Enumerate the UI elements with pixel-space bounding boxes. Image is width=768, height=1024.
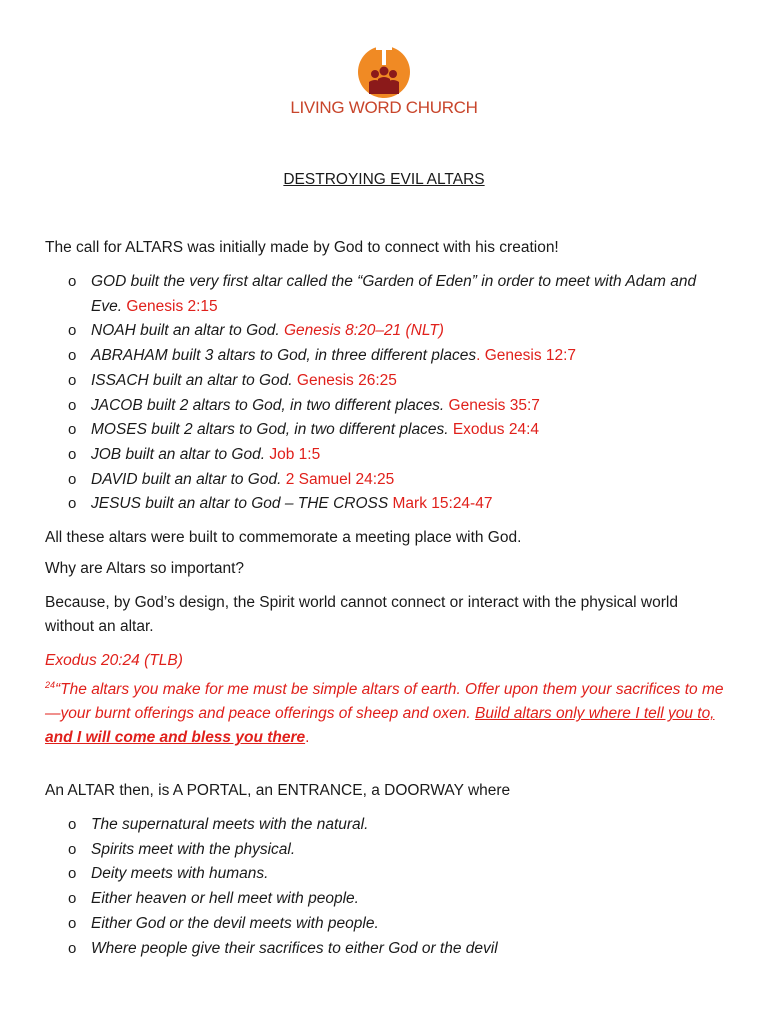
bullet-circle-icon: o [68,421,77,439]
list-item [45,468,725,493]
list-item [45,937,725,962]
verse-body: “The altars you make for me must be simple altars of earth. Offer upon them your sacrifices to me—your burnt offerings and peace offerings of sheep and oxen. [45,681,724,723]
scripture-reference: Job 1:5 [269,445,321,463]
scripture-reference: Genesis 2:15 [126,297,218,315]
scripture-reference: . Genesis 12:7 [476,347,577,365]
altars-list [45,270,725,517]
page-title: DESTROYING EVIL ALTARS [283,171,485,188]
list-item [45,912,725,937]
bullet-circle-icon: o [68,273,77,290]
list-item-text: ABRAHAM built 3 altars to God, in three different places [91,347,477,365]
bullet-circle-icon: o [68,914,77,932]
bullet-circle-icon: o [68,371,77,389]
verse-reference: Exodus 20:24 (TLB) [45,652,183,669]
bullet-circle-icon: o [68,445,77,463]
meetings-list [45,813,725,961]
church-logo [288,36,480,120]
list-item-text: DAVID built an altar to God. [91,470,282,488]
list-item [45,492,725,517]
bullet-circle-icon: o [68,495,77,513]
paragraph-because: Because, by God’s design, the Spirit world cannot connect or interact with the physical world without an altar. [45,594,678,635]
list-item [45,813,725,838]
verse-end: . [305,729,310,747]
verse-text [45,673,725,750]
intro-paragraph: The call for ALTARS was initially made by God to connect with his creation! [45,239,559,256]
bullet-circle-icon: o [68,322,77,340]
list-item [45,369,725,394]
bullet-circle-icon: o [68,939,77,957]
verse-bold-underlined: and I will come and bless you there [45,729,306,747]
list-item-text: Deity meets with humans. [91,865,269,883]
list-item-text: ISSACH built an altar to God. [91,371,293,389]
list-item-text: Where people give their sacrifices to either God or the devil [91,939,498,957]
bullet-circle-icon: o [68,816,77,833]
scripture-reference: Genesis 35:7 [448,396,540,414]
scripture-reference: Genesis 26:25 [296,371,397,389]
list-item-text: Spirits meet with the physical. [91,840,296,858]
list-item [45,270,725,319]
list-item [45,418,725,443]
scripture-reference: Exodus 24:4 [452,421,540,439]
scripture-reference: Mark 15:24-47 [392,495,493,513]
list-item-text: JOB built an altar to God. [91,445,266,463]
list-item-text: MOSES built 2 altars to God, in two different places. [91,421,449,439]
bullet-circle-icon: o [68,890,77,908]
church-emblem-icon [354,36,414,100]
bullet-circle-icon: o [68,840,77,858]
church-name: LIVING WORD CHURCH [290,98,478,117]
list-item [45,394,725,419]
list-item-text: Either God or the devil meets with people. [91,914,379,932]
paragraph-question: Why are Altars so important? [45,560,244,577]
list-item-text: JESUS built an altar to God – THE CROSS [91,495,389,513]
list-item [45,838,725,863]
list-item-text: NOAH built an altar to God. [91,322,280,340]
paragraph-portal: An ALTAR then, is A PORTAL, an ENTRANCE, a DOORWAY where [45,782,511,799]
bullet-circle-icon: o [68,470,77,488]
bullet-circle-icon: o [68,347,77,365]
list-item [45,443,725,468]
scripture-reference: 2 Samuel 24:25 [285,470,395,488]
paragraph-commemorate: All these altars were built to commemorate a meeting place with God. [45,529,522,546]
list-item-text: GOD built the very first altar called the “Garden of Eden” in order to meet with Adam and Eve. [91,273,697,315]
list-item [45,862,725,887]
list-item-text: JACOB built 2 altars to God, in two different places. [91,396,445,414]
bullet-circle-icon: o [68,396,77,414]
verse-number: 24 [45,680,56,690]
verse-underlined: Build altars only where I tell you to, [474,705,715,723]
list-item-text: Either heaven or hell meet with people. [91,890,359,908]
list-item [45,887,725,912]
list-item [45,344,725,369]
scripture-reference: Genesis 8:20–21 (NLT) [283,322,444,340]
list-item-text: The supernatural meets with the natural. [91,816,369,833]
bullet-circle-icon: o [68,865,77,883]
list-item [45,319,725,344]
